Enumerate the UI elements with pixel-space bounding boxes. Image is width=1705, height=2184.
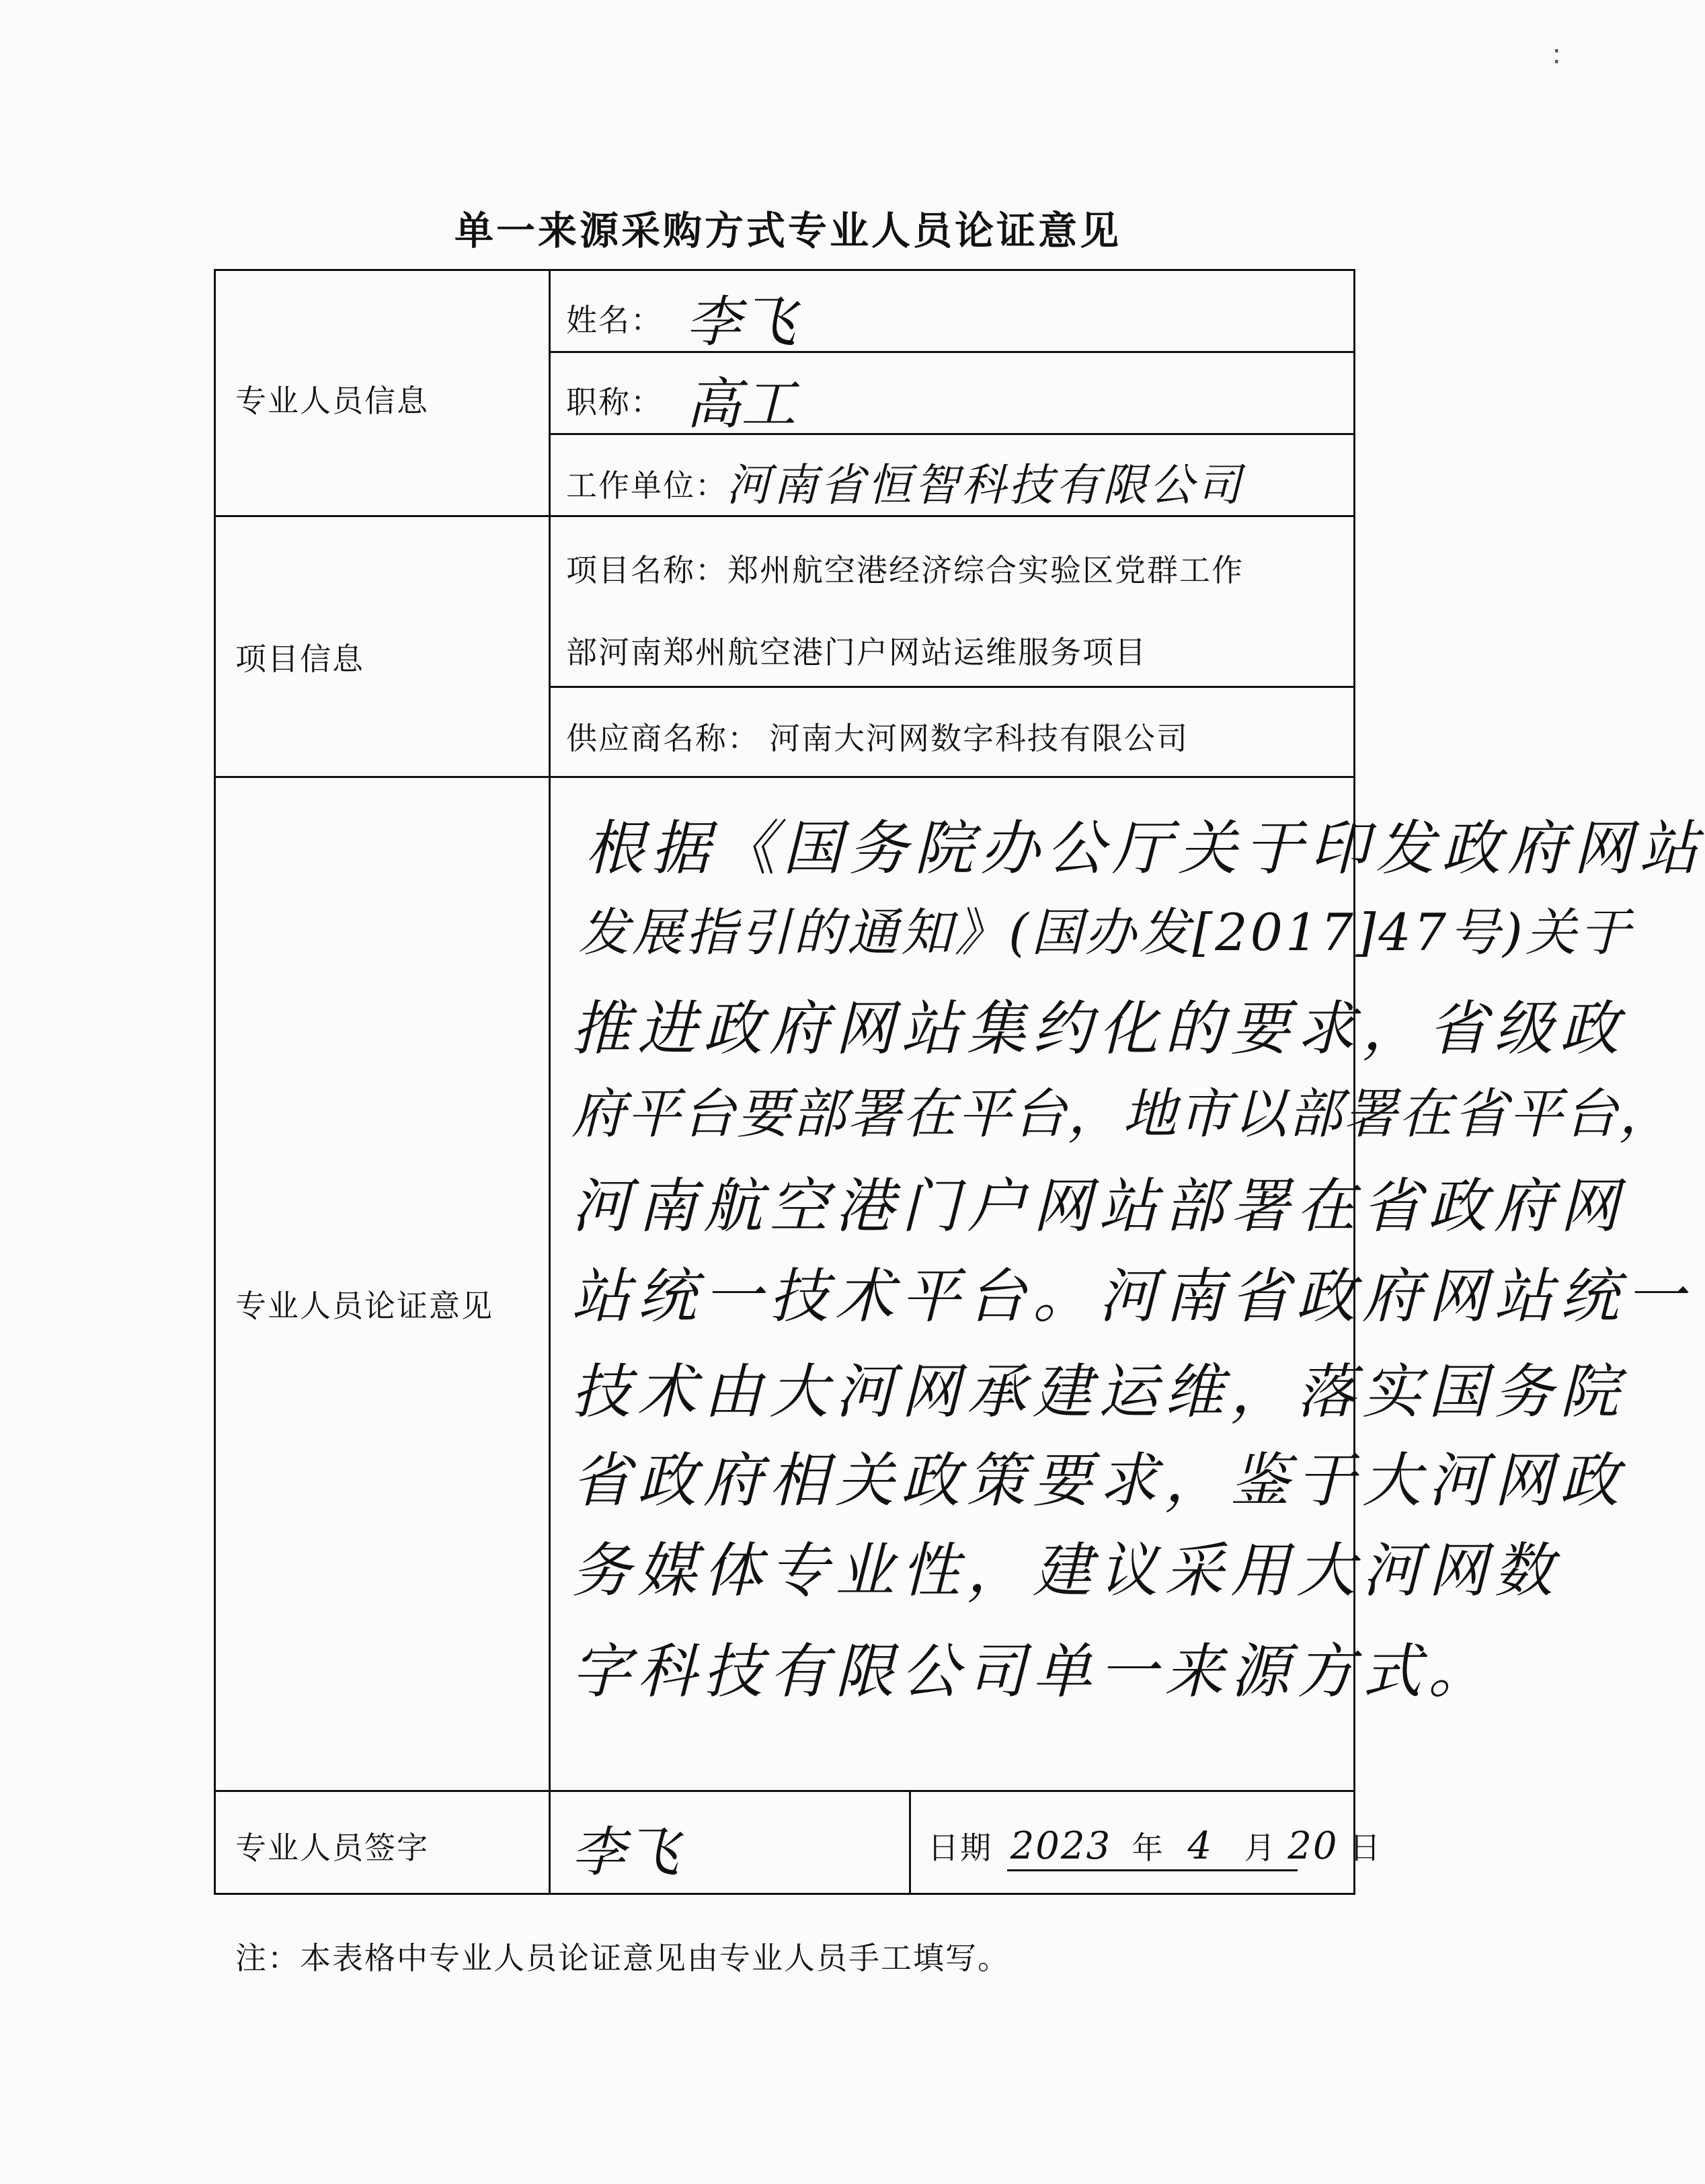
name-label: 姓名： bbox=[566, 302, 663, 338]
project-info-label: 项目信息 bbox=[235, 641, 364, 677]
supplier-row bbox=[566, 714, 1189, 758]
row-divider bbox=[549, 433, 1355, 435]
employer-label: 工作单位： bbox=[566, 467, 727, 504]
date-underline bbox=[1007, 1869, 1298, 1871]
opinion-line: 河南航空港门户网站部署在省政府网 bbox=[571, 1171, 1626, 1241]
row-divider bbox=[549, 351, 1355, 353]
row-divider bbox=[214, 515, 1355, 517]
opinion-line: 字科技有限公司单一来源方式。 bbox=[571, 1637, 1495, 1706]
opinion-line: 发展指引的通知》(国办发[2017]47号)关于 bbox=[578, 902, 1633, 962]
opinion-label: 专业人员论证意见 bbox=[235, 1288, 493, 1324]
date-day: 20 bbox=[1287, 1824, 1339, 1868]
row-divider bbox=[214, 1790, 1355, 1792]
employer-value: 河南省恒智科技有限公司 bbox=[726, 459, 1244, 511]
opinion-line: 站统一技术平台。河南省政府网站统一 bbox=[571, 1261, 1692, 1331]
date-day-unit: 日 bbox=[1349, 1830, 1382, 1866]
row-divider bbox=[549, 686, 1355, 688]
project-name-label bbox=[566, 546, 1244, 590]
date-year-unit: 年 bbox=[1132, 1830, 1164, 1866]
column-divider bbox=[909, 1790, 911, 1895]
name-value: 李飞 bbox=[686, 290, 796, 354]
opinion-line: 技术由大河网承建运维，落实国务院 bbox=[571, 1357, 1626, 1426]
signature-label: 专业人员签字 bbox=[235, 1830, 429, 1866]
project-name-label-text: 项目名称： bbox=[566, 552, 727, 588]
opinion-line: 府平台要部署在平台，地市以部署在省平台， bbox=[571, 1083, 1674, 1145]
opinion-line: 省政府相关政策要求，鉴于大河网政 bbox=[571, 1446, 1626, 1515]
page-title: 单一来源采购方式专业人员论证意见 bbox=[454, 208, 1121, 254]
signature-value: 李飞 bbox=[571, 1821, 679, 1883]
date-label: 日期 bbox=[928, 1830, 992, 1866]
date-year: 2023 bbox=[1010, 1824, 1112, 1868]
opinion-line: 根据《国务院办公厅关于印发政府网站 bbox=[585, 814, 1705, 883]
supplier-value: 河南大河网数字科技有限公司 bbox=[769, 720, 1189, 756]
row-divider bbox=[214, 776, 1355, 778]
title-label: 职称： bbox=[566, 384, 663, 420]
footnote: 注：本表格中专业人员论证意见由专业人员手工填写。 bbox=[235, 1940, 1010, 1976]
project-name-line1: 郑州航空港经济综合实验区党群工作 bbox=[727, 552, 1244, 588]
page-mark: : bbox=[1552, 39, 1561, 70]
date-month-unit: 月 bbox=[1244, 1830, 1277, 1866]
opinion-line: 务媒体专业性，建议采用大河网数 bbox=[571, 1536, 1560, 1605]
project-name-line2: 部河南郑州航空港门户网站运维服务项目 bbox=[566, 634, 1147, 670]
date-month: 4 bbox=[1187, 1824, 1214, 1868]
expert-info-label: 专业人员信息 bbox=[235, 383, 429, 419]
date-row bbox=[928, 1824, 1382, 1868]
title-value: 高工 bbox=[686, 373, 796, 436]
column-divider bbox=[549, 269, 551, 1895]
opinion-line: 推进政府网站集约化的要求，省级政 bbox=[571, 994, 1626, 1063]
supplier-label: 供应商名称： bbox=[566, 720, 760, 756]
